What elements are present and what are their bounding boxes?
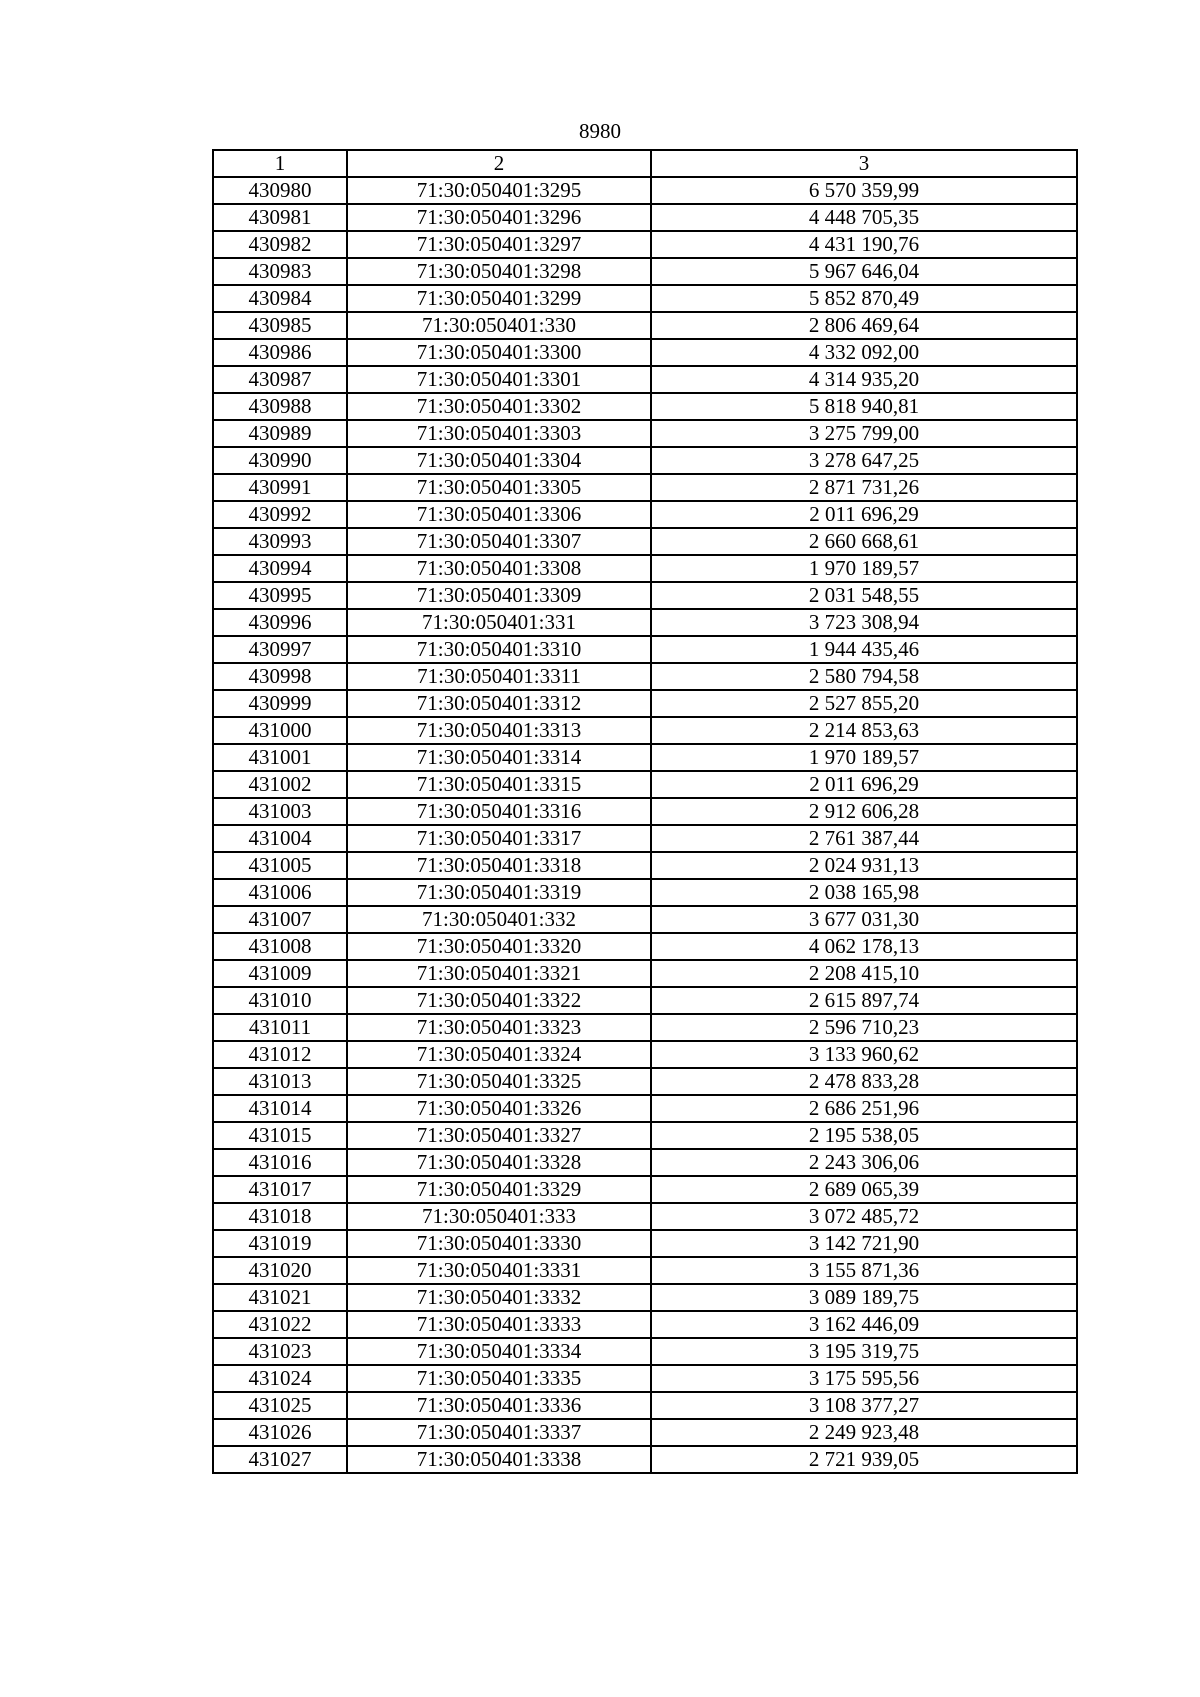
row-number-cell: 431001 bbox=[213, 744, 347, 771]
value-cell: 5 852 870,49 bbox=[651, 285, 1077, 312]
row-number-cell: 430991 bbox=[213, 474, 347, 501]
value-cell: 3 162 446,09 bbox=[651, 1311, 1077, 1338]
cadastral-number-cell: 71:30:050401:3308 bbox=[347, 555, 651, 582]
value-cell: 2 208 415,10 bbox=[651, 960, 1077, 987]
table-row bbox=[213, 555, 1077, 582]
value-cell: 3 677 031,30 bbox=[651, 906, 1077, 933]
cadastral-number-cell: 71:30:050401:3299 bbox=[347, 285, 651, 312]
table-header-row bbox=[213, 150, 1077, 177]
value-cell: 3 175 595,56 bbox=[651, 1365, 1077, 1392]
cadastral-number-cell: 71:30:050401:3311 bbox=[347, 663, 651, 690]
row-number-cell: 430985 bbox=[213, 312, 347, 339]
table-row bbox=[213, 501, 1077, 528]
cadastral-number-cell: 71:30:050401:3330 bbox=[347, 1230, 651, 1257]
value-cell: 2 011 696,29 bbox=[651, 501, 1077, 528]
value-cell: 2 580 794,58 bbox=[651, 663, 1077, 690]
cadastral-number-cell: 71:30:050401:3322 bbox=[347, 987, 651, 1014]
value-cell: 3 278 647,25 bbox=[651, 447, 1077, 474]
table-row bbox=[213, 1338, 1077, 1365]
value-cell: 2 214 853,63 bbox=[651, 717, 1077, 744]
row-number-cell: 430999 bbox=[213, 690, 347, 717]
table-row bbox=[213, 636, 1077, 663]
value-cell: 4 332 092,00 bbox=[651, 339, 1077, 366]
table-row bbox=[213, 1014, 1077, 1041]
table-row bbox=[213, 528, 1077, 555]
cadastral-number-cell: 71:30:050401:3309 bbox=[347, 582, 651, 609]
cadastral-number-cell: 71:30:050401:3296 bbox=[347, 204, 651, 231]
value-cell: 5 967 646,04 bbox=[651, 258, 1077, 285]
table-row bbox=[213, 717, 1077, 744]
value-cell: 2 761 387,44 bbox=[651, 825, 1077, 852]
row-number-cell: 431023 bbox=[213, 1338, 347, 1365]
value-cell: 4 431 190,76 bbox=[651, 231, 1077, 258]
cadastral-number-cell: 71:30:050401:330 bbox=[347, 312, 651, 339]
value-cell: 2 721 939,05 bbox=[651, 1446, 1077, 1473]
row-number-cell: 431019 bbox=[213, 1230, 347, 1257]
table-row bbox=[213, 474, 1077, 501]
cadastral-number-cell: 71:30:050401:3316 bbox=[347, 798, 651, 825]
cadastral-number-cell: 71:30:050401:3336 bbox=[347, 1392, 651, 1419]
table-row bbox=[213, 933, 1077, 960]
row-number-cell: 431002 bbox=[213, 771, 347, 798]
row-number-cell: 431016 bbox=[213, 1149, 347, 1176]
value-cell: 2 195 538,05 bbox=[651, 1122, 1077, 1149]
data-table bbox=[212, 149, 1078, 1474]
row-number-cell: 431008 bbox=[213, 933, 347, 960]
value-cell: 1 944 435,46 bbox=[651, 636, 1077, 663]
table-row bbox=[213, 852, 1077, 879]
value-cell: 1 970 189,57 bbox=[651, 555, 1077, 582]
table-row bbox=[213, 258, 1077, 285]
cadastral-number-cell: 71:30:050401:3307 bbox=[347, 528, 651, 555]
value-cell: 2 024 931,13 bbox=[651, 852, 1077, 879]
cadastral-number-cell: 71:30:050401:3321 bbox=[347, 960, 651, 987]
value-cell: 2 031 548,55 bbox=[651, 582, 1077, 609]
row-number-cell: 430993 bbox=[213, 528, 347, 555]
value-cell: 2 596 710,23 bbox=[651, 1014, 1077, 1041]
value-cell: 2 686 251,96 bbox=[651, 1095, 1077, 1122]
value-cell: 4 314 935,20 bbox=[651, 366, 1077, 393]
row-number-cell: 430992 bbox=[213, 501, 347, 528]
table-row bbox=[213, 285, 1077, 312]
value-cell: 3 072 485,72 bbox=[651, 1203, 1077, 1230]
row-number-cell: 431026 bbox=[213, 1419, 347, 1446]
row-number-cell: 431025 bbox=[213, 1392, 347, 1419]
table-row bbox=[213, 1203, 1077, 1230]
cadastral-number-cell: 71:30:050401:3303 bbox=[347, 420, 651, 447]
row-number-cell: 430988 bbox=[213, 393, 347, 420]
row-number-cell: 430987 bbox=[213, 366, 347, 393]
row-number-cell: 431006 bbox=[213, 879, 347, 906]
cadastral-number-cell: 71:30:050401:3329 bbox=[347, 1176, 651, 1203]
column-header-3: 3 bbox=[651, 150, 1077, 177]
value-cell: 2 689 065,39 bbox=[651, 1176, 1077, 1203]
row-number-cell: 431005 bbox=[213, 852, 347, 879]
value-cell: 5 818 940,81 bbox=[651, 393, 1077, 420]
cadastral-number-cell: 71:30:050401:3334 bbox=[347, 1338, 651, 1365]
row-number-cell: 431010 bbox=[213, 987, 347, 1014]
row-number-cell: 431014 bbox=[213, 1095, 347, 1122]
row-number-cell: 431015 bbox=[213, 1122, 347, 1149]
row-number-cell: 430996 bbox=[213, 609, 347, 636]
row-number-cell: 430982 bbox=[213, 231, 347, 258]
table-row bbox=[213, 609, 1077, 636]
value-cell: 4 448 705,35 bbox=[651, 204, 1077, 231]
cadastral-number-cell: 71:30:050401:332 bbox=[347, 906, 651, 933]
row-number-cell: 430994 bbox=[213, 555, 347, 582]
cadastral-number-cell: 71:30:050401:3315 bbox=[347, 771, 651, 798]
cadastral-number-cell: 71:30:050401:3300 bbox=[347, 339, 651, 366]
table-row bbox=[213, 447, 1077, 474]
row-number-cell: 430997 bbox=[213, 636, 347, 663]
value-cell: 2 871 731,26 bbox=[651, 474, 1077, 501]
table-row bbox=[213, 339, 1077, 366]
cadastral-number-cell: 71:30:050401:3314 bbox=[347, 744, 651, 771]
table-row bbox=[213, 1122, 1077, 1149]
table-row bbox=[213, 1257, 1077, 1284]
table-row bbox=[213, 177, 1077, 204]
table-row bbox=[213, 420, 1077, 447]
row-number-cell: 430998 bbox=[213, 663, 347, 690]
value-cell: 2 249 923,48 bbox=[651, 1419, 1077, 1446]
cadastral-number-cell: 71:30:050401:3304 bbox=[347, 447, 651, 474]
page-number: 8980 bbox=[579, 119, 621, 143]
table-row bbox=[213, 1068, 1077, 1095]
value-cell: 3 142 721,90 bbox=[651, 1230, 1077, 1257]
value-cell: 2 038 165,98 bbox=[651, 879, 1077, 906]
value-cell: 4 062 178,13 bbox=[651, 933, 1077, 960]
table-row bbox=[213, 1365, 1077, 1392]
row-number-cell: 431024 bbox=[213, 1365, 347, 1392]
table-row bbox=[213, 366, 1077, 393]
table-row bbox=[213, 1284, 1077, 1311]
cadastral-number-cell: 71:30:050401:3313 bbox=[347, 717, 651, 744]
row-number-cell: 430990 bbox=[213, 447, 347, 474]
row-number-cell: 430981 bbox=[213, 204, 347, 231]
value-cell: 2 527 855,20 bbox=[651, 690, 1077, 717]
row-number-cell: 431011 bbox=[213, 1014, 347, 1041]
table-row bbox=[213, 744, 1077, 771]
row-number-cell: 431003 bbox=[213, 798, 347, 825]
cadastral-number-cell: 71:30:050401:3328 bbox=[347, 1149, 651, 1176]
value-cell: 3 108 377,27 bbox=[651, 1392, 1077, 1419]
table-row bbox=[213, 825, 1077, 852]
value-cell: 2 011 696,29 bbox=[651, 771, 1077, 798]
cadastral-number-cell: 71:30:050401:3323 bbox=[347, 1014, 651, 1041]
row-number-cell: 431004 bbox=[213, 825, 347, 852]
cadastral-number-cell: 71:30:050401:3295 bbox=[347, 177, 651, 204]
cadastral-number-cell: 71:30:050401:3338 bbox=[347, 1446, 651, 1473]
cadastral-number-cell: 71:30:050401:3310 bbox=[347, 636, 651, 663]
table-row bbox=[213, 1176, 1077, 1203]
value-cell: 3 723 308,94 bbox=[651, 609, 1077, 636]
cadastral-number-cell: 71:30:050401:3333 bbox=[347, 1311, 651, 1338]
cadastral-number-cell: 71:30:050401:3312 bbox=[347, 690, 651, 717]
row-number-cell: 431000 bbox=[213, 717, 347, 744]
row-number-cell: 430989 bbox=[213, 420, 347, 447]
row-number-cell: 431007 bbox=[213, 906, 347, 933]
row-number-cell: 431017 bbox=[213, 1176, 347, 1203]
table-body bbox=[213, 177, 1077, 1473]
value-cell: 2 806 469,64 bbox=[651, 312, 1077, 339]
row-number-cell: 430983 bbox=[213, 258, 347, 285]
table-row bbox=[213, 231, 1077, 258]
value-cell: 3 089 189,75 bbox=[651, 1284, 1077, 1311]
table-row bbox=[213, 312, 1077, 339]
table-row bbox=[213, 1392, 1077, 1419]
cadastral-number-cell: 71:30:050401:3318 bbox=[347, 852, 651, 879]
table-row bbox=[213, 690, 1077, 717]
cadastral-number-cell: 71:30:050401:3302 bbox=[347, 393, 651, 420]
row-number-cell: 431012 bbox=[213, 1041, 347, 1068]
value-cell: 2 912 606,28 bbox=[651, 798, 1077, 825]
table-row bbox=[213, 1041, 1077, 1068]
row-number-cell: 431009 bbox=[213, 960, 347, 987]
value-cell: 2 615 897,74 bbox=[651, 987, 1077, 1014]
table-row bbox=[213, 1311, 1077, 1338]
table-row bbox=[213, 987, 1077, 1014]
value-cell: 6 570 359,99 bbox=[651, 177, 1077, 204]
row-number-cell: 430986 bbox=[213, 339, 347, 366]
value-cell: 3 195 319,75 bbox=[651, 1338, 1077, 1365]
row-number-cell: 430980 bbox=[213, 177, 347, 204]
table-row bbox=[213, 1419, 1077, 1446]
cadastral-number-cell: 71:30:050401:3332 bbox=[347, 1284, 651, 1311]
row-number-cell: 431013 bbox=[213, 1068, 347, 1095]
cadastral-number-cell: 71:30:050401:3306 bbox=[347, 501, 651, 528]
cadastral-number-cell: 71:30:050401:3325 bbox=[347, 1068, 651, 1095]
value-cell: 2 660 668,61 bbox=[651, 528, 1077, 555]
value-cell: 3 275 799,00 bbox=[651, 420, 1077, 447]
table-row bbox=[213, 798, 1077, 825]
cadastral-number-cell: 71:30:050401:3297 bbox=[347, 231, 651, 258]
cadastral-number-cell: 71:30:050401:3320 bbox=[347, 933, 651, 960]
column-header-2: 2 bbox=[347, 150, 651, 177]
cadastral-number-cell: 71:30:050401:3326 bbox=[347, 1095, 651, 1122]
table-row bbox=[213, 1446, 1077, 1473]
table-row bbox=[213, 582, 1077, 609]
cadastral-number-cell: 71:30:050401:3335 bbox=[347, 1365, 651, 1392]
table-row bbox=[213, 663, 1077, 690]
table-row bbox=[213, 393, 1077, 420]
row-number-cell: 431018 bbox=[213, 1203, 347, 1230]
value-cell: 2 243 306,06 bbox=[651, 1149, 1077, 1176]
cadastral-number-cell: 71:30:050401:333 bbox=[347, 1203, 651, 1230]
table-row bbox=[213, 960, 1077, 987]
row-number-cell: 431027 bbox=[213, 1446, 347, 1473]
cadastral-number-cell: 71:30:050401:3298 bbox=[347, 258, 651, 285]
cadastral-number-cell: 71:30:050401:3317 bbox=[347, 825, 651, 852]
table-row bbox=[213, 771, 1077, 798]
cadastral-number-cell: 71:30:050401:3324 bbox=[347, 1041, 651, 1068]
cadastral-number-cell: 71:30:050401:3327 bbox=[347, 1122, 651, 1149]
value-cell: 2 478 833,28 bbox=[651, 1068, 1077, 1095]
row-number-cell: 430984 bbox=[213, 285, 347, 312]
cadastral-number-cell: 71:30:050401:331 bbox=[347, 609, 651, 636]
table-row bbox=[213, 1149, 1077, 1176]
column-header-1: 1 bbox=[213, 150, 347, 177]
value-cell: 1 970 189,57 bbox=[651, 744, 1077, 771]
cadastral-number-cell: 71:30:050401:3319 bbox=[347, 879, 651, 906]
table-row bbox=[213, 906, 1077, 933]
value-cell: 3 133 960,62 bbox=[651, 1041, 1077, 1068]
cadastral-number-cell: 71:30:050401:3305 bbox=[347, 474, 651, 501]
value-cell: 3 155 871,36 bbox=[651, 1257, 1077, 1284]
table-row bbox=[213, 204, 1077, 231]
cadastral-number-cell: 71:30:050401:3331 bbox=[347, 1257, 651, 1284]
table-row bbox=[213, 1230, 1077, 1257]
table-row bbox=[213, 1095, 1077, 1122]
row-number-cell: 431021 bbox=[213, 1284, 347, 1311]
row-number-cell: 431022 bbox=[213, 1311, 347, 1338]
row-number-cell: 431020 bbox=[213, 1257, 347, 1284]
cadastral-number-cell: 71:30:050401:3337 bbox=[347, 1419, 651, 1446]
cadastral-number-cell: 71:30:050401:3301 bbox=[347, 366, 651, 393]
table-row bbox=[213, 879, 1077, 906]
row-number-cell: 430995 bbox=[213, 582, 347, 609]
